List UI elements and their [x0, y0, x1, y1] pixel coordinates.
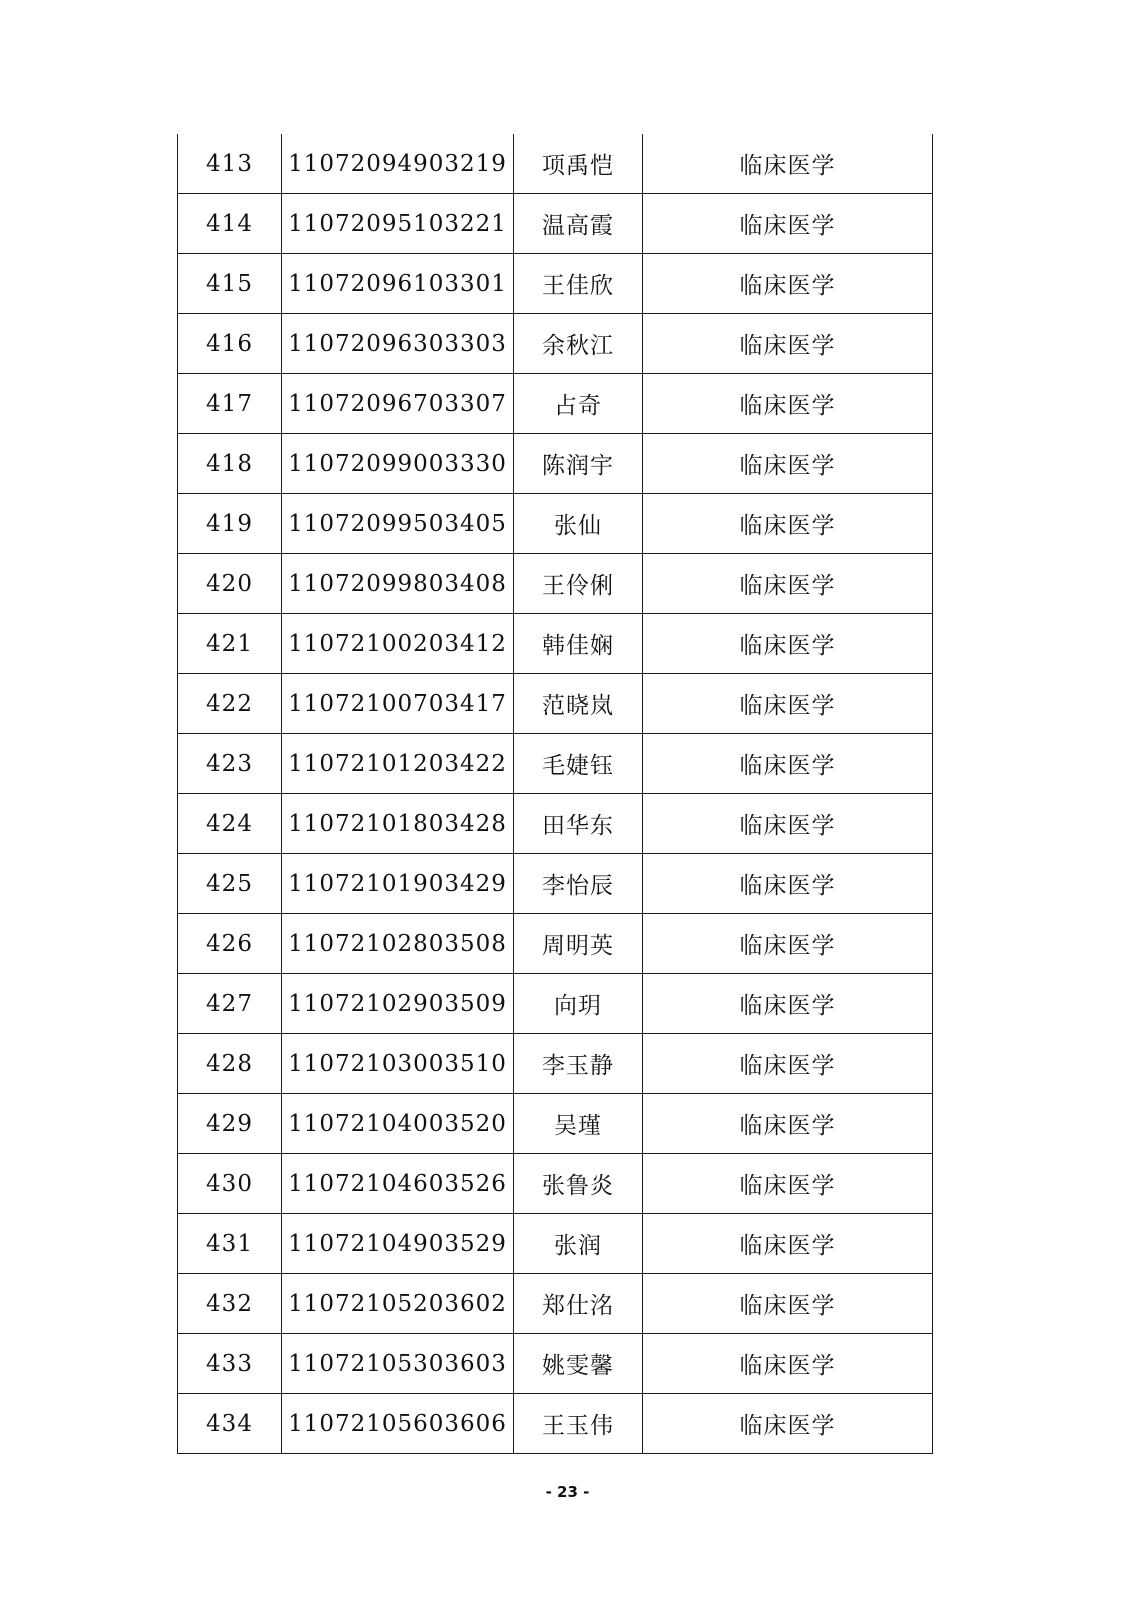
major-cell: 临床医学: [643, 554, 933, 614]
candidate-id-cell: 11072102803508: [282, 914, 514, 974]
name-cell: 范晓岚: [514, 674, 643, 734]
major-cell: 临床医学: [643, 314, 933, 374]
candidate-id-cell: 11072096103301: [282, 254, 514, 314]
row-number-cell: 431: [178, 1214, 282, 1274]
candidate-id-cell: 11072100703417: [282, 674, 514, 734]
table-row: [178, 434, 933, 494]
page-number: - 23 -: [545, 1483, 590, 1501]
table-row: [178, 134, 933, 194]
table-row: [178, 1154, 933, 1214]
name-cell: 田华东: [514, 794, 643, 854]
table-row: [178, 794, 933, 854]
row-number-cell: 417: [178, 374, 282, 434]
name-cell: 周明英: [514, 914, 643, 974]
name-cell: 姚雯馨: [514, 1334, 643, 1394]
row-number-cell: 415: [178, 254, 282, 314]
row-number-cell: 422: [178, 674, 282, 734]
major-cell: 临床医学: [643, 1034, 933, 1094]
row-number-cell: 416: [178, 314, 282, 374]
table-row: [178, 374, 933, 434]
candidate-id-cell: 11072099803408: [282, 554, 514, 614]
major-cell: 临床医学: [643, 974, 933, 1034]
row-number-cell: 418: [178, 434, 282, 494]
row-number-cell: 419: [178, 494, 282, 554]
candidate-id-cell: 11072095103221: [282, 194, 514, 254]
candidate-id-cell: 11072099003330: [282, 434, 514, 494]
candidate-id-cell: 11072099503405: [282, 494, 514, 554]
row-number-cell: 424: [178, 794, 282, 854]
major-cell: 临床医学: [643, 854, 933, 914]
table-row: [178, 194, 933, 254]
name-cell: 陈润宇: [514, 434, 643, 494]
candidate-id-cell: 11072101903429: [282, 854, 514, 914]
candidate-id-cell: 11072103003510: [282, 1034, 514, 1094]
major-cell: 临床医学: [643, 494, 933, 554]
name-cell: 余秋江: [514, 314, 643, 374]
row-number-cell: 429: [178, 1094, 282, 1154]
roster-table: [177, 134, 933, 1454]
candidate-id-cell: 11072105303603: [282, 1334, 514, 1394]
candidate-id-cell: 11072101203422: [282, 734, 514, 794]
name-cell: 项禹恺: [514, 134, 643, 194]
table-row: [178, 1094, 933, 1154]
candidate-id-cell: 11072094903219: [282, 134, 514, 194]
major-cell: 临床医学: [643, 794, 933, 854]
major-cell: 临床医学: [643, 1394, 933, 1454]
name-cell: 张仙: [514, 494, 643, 554]
major-cell: 临床医学: [643, 914, 933, 974]
major-cell: 临床医学: [643, 1214, 933, 1274]
candidate-id-cell: 11072102903509: [282, 974, 514, 1034]
table-row: [178, 854, 933, 914]
row-number-cell: 420: [178, 554, 282, 614]
candidate-id-cell: 11072096703307: [282, 374, 514, 434]
name-cell: 李玉静: [514, 1034, 643, 1094]
name-cell: 占奇: [514, 374, 643, 434]
row-number-cell: 430: [178, 1154, 282, 1214]
row-number-cell: 428: [178, 1034, 282, 1094]
name-cell: 张鲁炎: [514, 1154, 643, 1214]
table-row: [178, 614, 933, 674]
name-cell: 向玥: [514, 974, 643, 1034]
row-number-cell: 413: [178, 134, 282, 194]
candidate-id-cell: 11072104603526: [282, 1154, 514, 1214]
row-number-cell: 414: [178, 194, 282, 254]
candidate-id-cell: 11072105603606: [282, 1394, 514, 1454]
table-row: [178, 914, 933, 974]
name-cell: 张润: [514, 1214, 643, 1274]
name-cell: 郑仕洺: [514, 1274, 643, 1334]
candidate-id-cell: 11072096303303: [282, 314, 514, 374]
name-cell: 温高霞: [514, 194, 643, 254]
candidate-id-cell: 11072104903529: [282, 1214, 514, 1274]
row-number-cell: 425: [178, 854, 282, 914]
table-row: [178, 254, 933, 314]
candidate-id-cell: 11072105203602: [282, 1274, 514, 1334]
row-number-cell: 427: [178, 974, 282, 1034]
candidate-id-cell: 11072100203412: [282, 614, 514, 674]
major-cell: 临床医学: [643, 134, 933, 194]
table-row: [178, 1034, 933, 1094]
row-number-cell: 434: [178, 1394, 282, 1454]
table-row: [178, 1334, 933, 1394]
name-cell: 王玉伟: [514, 1394, 643, 1454]
major-cell: 临床医学: [643, 434, 933, 494]
name-cell: 王伶俐: [514, 554, 643, 614]
table-row: [178, 314, 933, 374]
table-row: [178, 494, 933, 554]
major-cell: 临床医学: [643, 1274, 933, 1334]
major-cell: 临床医学: [643, 674, 933, 734]
table-row: [178, 1214, 933, 1274]
major-cell: 临床医学: [643, 614, 933, 674]
row-number-cell: 421: [178, 614, 282, 674]
table-row: [178, 1394, 933, 1454]
candidate-id-cell: 11072104003520: [282, 1094, 514, 1154]
major-cell: 临床医学: [643, 1154, 933, 1214]
row-number-cell: 423: [178, 734, 282, 794]
table-row: [178, 734, 933, 794]
major-cell: 临床医学: [643, 374, 933, 434]
table-row: [178, 974, 933, 1034]
major-cell: 临床医学: [643, 734, 933, 794]
table-row: [178, 1274, 933, 1334]
name-cell: 韩佳娴: [514, 614, 643, 674]
name-cell: 王佳欣: [514, 254, 643, 314]
row-number-cell: 426: [178, 914, 282, 974]
major-cell: 临床医学: [643, 194, 933, 254]
table-row: [178, 674, 933, 734]
name-cell: 毛婕钰: [514, 734, 643, 794]
name-cell: 李怡辰: [514, 854, 643, 914]
major-cell: 临床医学: [643, 254, 933, 314]
major-cell: 临床医学: [643, 1094, 933, 1154]
major-cell: 临床医学: [643, 1334, 933, 1394]
roster-table-body: [178, 134, 933, 1454]
row-number-cell: 433: [178, 1334, 282, 1394]
name-cell: 吴瑾: [514, 1094, 643, 1154]
row-number-cell: 432: [178, 1274, 282, 1334]
table-row: [178, 554, 933, 614]
candidate-id-cell: 11072101803428: [282, 794, 514, 854]
